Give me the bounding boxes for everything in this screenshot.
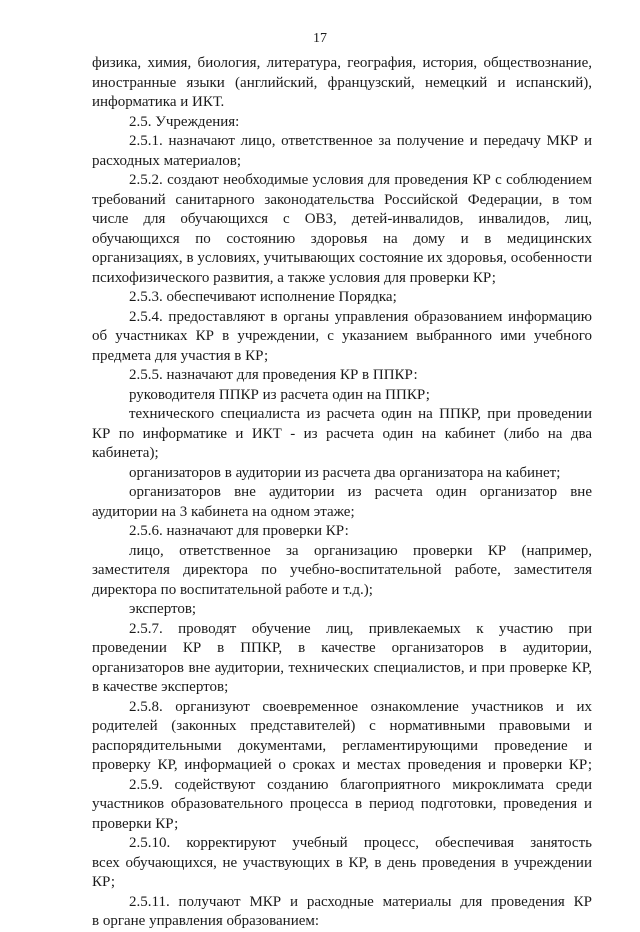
text-line: руководителя ППКР из расчета один на ППКР; [129, 386, 430, 403]
text-line: предмета для участия в КР; [92, 347, 269, 364]
text-line: в качестве экспертов; [92, 679, 229, 695]
text-line: 2.5.6. назначают для проверки КР: [129, 523, 349, 539]
text-line: 2.5.8. организуют своевременное ознакомление участников и их [129, 698, 592, 715]
text-line: директора по воспитательной работе и т.д.); [92, 581, 373, 598]
text-line: 2.5.3. обеспечивают исполнение Порядка; [129, 289, 397, 305]
text-line: 2.5.2. создают необходимые условия для проведения КР с соблюдением [129, 172, 592, 188]
text-line: 2.5.11. получают МКР и расходные материалы для проведения КР [129, 893, 592, 910]
text-line: организаторов вне аудитории из расчета один организатор вне [129, 484, 592, 500]
text-line: родителей (законных представителей) с нормативными правовыми и [92, 718, 592, 734]
text-line: 2.5. Учреждения: [129, 113, 240, 130]
page-number: 17 [313, 31, 327, 46]
text-line: 2.5.4. предоставляют в органы управления образованием информацию [129, 308, 592, 325]
text-line: 2.5.9. содействуют созданию благоприятного микроклимата среди [129, 776, 592, 793]
text-line: проверку КР, информацией о сроках и местах проведения и проверки КР; [92, 757, 592, 773]
text-line: в органе управления образованием: [92, 913, 320, 929]
text-line: заместителя директора по учебно-воспитательной работе, заместителя [92, 562, 592, 578]
text-line: организаторов вне аудитории, технических специалистов, и при проверке КР, [92, 659, 592, 676]
text-line: лицо, ответственное за организацию проверки КР (например, [129, 542, 592, 559]
text-line: организациях, в условиях, учитывающих состояние их здоровья, особенности [92, 250, 592, 266]
text-line: 2.5.5. назначают для проведения КР в ППКР: [129, 367, 418, 383]
text-line: кабинета); [92, 445, 159, 461]
text-line: обучающихся по состоянию здоровья на дому и в медицинских [92, 230, 592, 247]
text-line: КР по информатике и ИКТ - из расчета один на кабинет (либо на два [92, 425, 592, 442]
text-line: технического специалиста из расчета один на ППКР, при проведении [129, 406, 592, 422]
text-line: информатика и ИКТ. [92, 94, 225, 110]
text-line: проведении КР в ППКР, в качестве организаторов в аудитории, [92, 640, 592, 656]
text-line: всех обучающихся, не участвующих в КР, в день проведения в учреждении [92, 854, 592, 871]
document-body [92, 54, 592, 932]
text-line: организаторов в аудитории из расчета два организатора на кабинет; [129, 464, 561, 481]
text-line: аудитории на 3 кабинета на одном этаже; [92, 503, 355, 520]
text-line: требований санитарного законодательства Российской Федерации, в том [92, 191, 592, 208]
text-line: психофизического развития, а также условия для проверки КР; [92, 269, 496, 286]
text-line: экспертов; [129, 601, 197, 617]
text-line: физика, химия, биология, литература, география, история, обществознание, [92, 55, 592, 71]
text-line: 2.5.10. корректируют учебный процесс, обеспечивая занятость [129, 835, 592, 851]
text-line: расходных материалов; [92, 152, 242, 169]
text-line: распорядительными документами, регламентирующими проведение и [92, 737, 592, 754]
text-line: иностранные языки (английский, французский, немецкий и испанский), [92, 74, 592, 91]
text-line: участников образовательного процесса в период подготовки, проведения и [92, 796, 592, 812]
text-line: об участниках КР в учреждении, с указанием выбранного ими учебного [92, 328, 592, 344]
text-line: 2.5.1. назначают лицо, ответственное за получение и передачу МКР и [129, 133, 592, 149]
text-line: числе для обучающихся с ОВЗ, детей-инвалидов, инвалидов, лиц, [92, 211, 592, 227]
text-line: 2.5.7. проводят обучение лиц, привлекаемых к участию при [129, 620, 592, 637]
text-line: КР; [92, 874, 116, 890]
text-line: проверки КР; [92, 815, 179, 832]
